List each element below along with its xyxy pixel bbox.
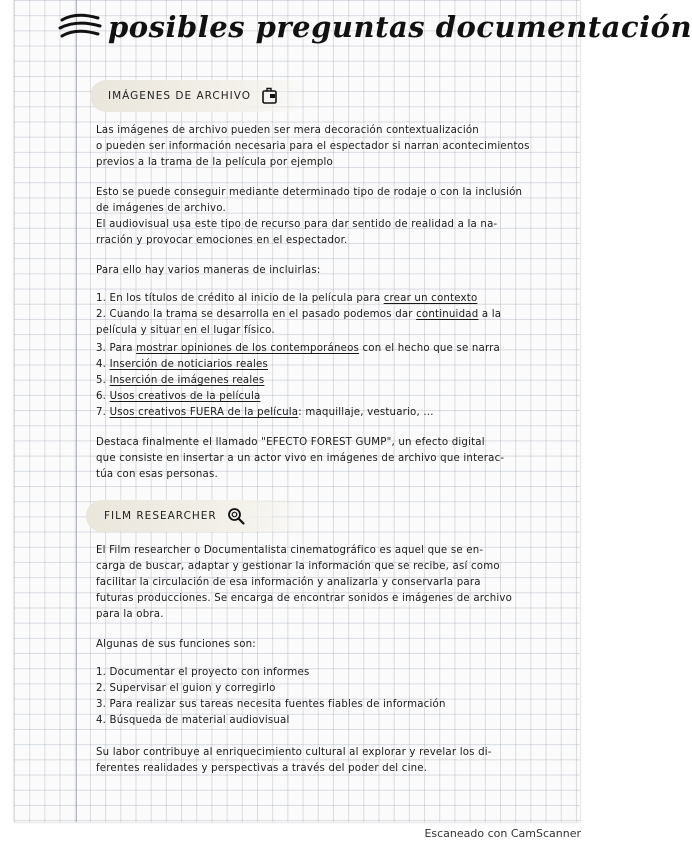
list-item: 3. Para mostrar opiniones de los contemporáneos con el hecho que se narra <box>96 343 501 354</box>
magnifier-icon <box>227 507 245 525</box>
swoosh-lines-icon <box>58 10 102 44</box>
section-heading-label: FILM RESEARCHER <box>104 510 217 522</box>
section-heading-archive <box>90 80 308 112</box>
text-line: carga de buscar, adaptar y gestionar la información que se recibe, así como <box>96 561 500 572</box>
text-line: Las imágenes de archivo pueden ser mera decoración contextualización <box>96 125 479 136</box>
list-item: película y situar en el lugar físico. <box>96 325 275 336</box>
text-line: Destaca finalmente el llamado "EFECTO FOREST GUMP", un efecto digital <box>96 437 485 448</box>
page-title: posibles preguntas documentación <box>108 10 692 44</box>
text-line: Algunas de sus funciones son: <box>96 639 256 650</box>
text-line: o pueden ser información necesaria para el espectador si narran acontecimientos <box>96 141 530 152</box>
text-line: futuras producciones. Se encarga de encontrar sonidos e imágenes de archivo <box>96 593 513 604</box>
folder-icon <box>261 87 279 105</box>
list-item: 1. En los títulos de crédito al inicio de la película para crear un contexto <box>96 293 478 304</box>
list-item: 3. Para realizar sus tareas necesita fuentes fiables de información <box>96 699 446 710</box>
text-line: para la obra. <box>96 609 164 620</box>
list-item: 2. Supervisar el guion y corregirlo <box>96 683 276 694</box>
list-item: 6. Usos creativos de la película <box>96 391 261 402</box>
text-line: El Film researcher o Documentalista cinematográfico es aquel que se en- <box>96 545 484 556</box>
list-item: 7. Usos creativos FUERA de la película: maquillaje, vestuario, ... <box>96 407 434 418</box>
text-line: que consiste en insertar a un actor vivo en imágenes de archivo que interac- <box>96 453 505 464</box>
section-heading-label: IMÁGENES DE ARCHIVO <box>108 90 252 102</box>
text-line: túa con esas personas. <box>96 469 218 480</box>
text-line: facilitar la circulación de esa información y analizarla y conservarla para <box>96 577 481 588</box>
text-line: Para ello hay varios maneras de incluirlas: <box>96 265 321 276</box>
page-header <box>58 10 692 44</box>
text-line: Esto se puede conseguir mediante determinado tipo de rodaje o con la inclusión <box>96 187 523 198</box>
list-item: 5. Inserción de imágenes reales <box>96 375 265 386</box>
list-item: 2. Cuando la trama se desarrolla en el pasado podemos dar continuidad a la <box>96 309 502 320</box>
section-heading-researcher <box>86 500 309 532</box>
list-item: 4. Búsqueda de material audiovisual <box>96 715 290 726</box>
margin-line <box>76 0 77 822</box>
text-line: previos a la trama de la película por ejemplo <box>96 157 333 168</box>
text-line: ferentes realidades y perspectivas a través del poder del cine. <box>96 763 428 774</box>
text-line: rración y provocar emociones en el espectador. <box>96 235 348 246</box>
notebook-page <box>14 0 692 822</box>
text-line: Su labor contribuye al enriquecimiento cultural al explorar y revelar los di- <box>96 747 492 758</box>
text-line: de imágenes de archivo. <box>96 203 226 214</box>
list-item: 4. Inserción de noticiarios reales <box>96 359 268 370</box>
scanner-watermark: Escaneado con CamScanner <box>424 827 581 840</box>
text-line: El audiovisual usa este tipo de recurso para dar sentido de realidad a la na- <box>96 219 498 230</box>
list-item: 1. Documentar el proyecto con informes <box>96 667 310 678</box>
